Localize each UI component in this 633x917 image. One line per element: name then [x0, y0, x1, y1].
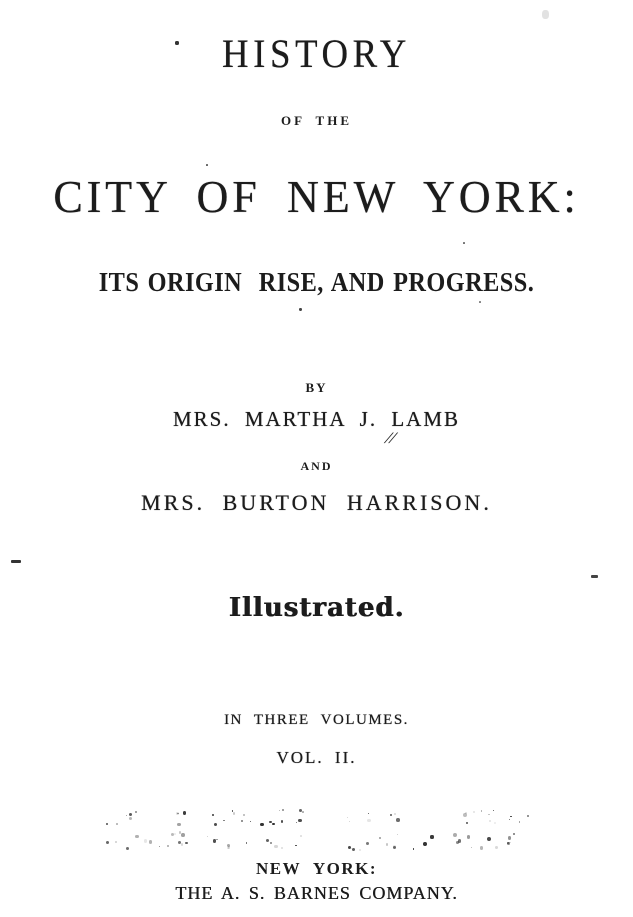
stamp-dot	[467, 835, 471, 839]
stamp-dot	[185, 842, 188, 845]
stamp-dot	[298, 819, 301, 822]
stamp-dot	[366, 842, 369, 845]
stamp-dot	[471, 847, 472, 848]
stamp-dot	[488, 814, 490, 816]
stamp-dot	[129, 817, 132, 820]
stamp-dot	[396, 818, 400, 822]
book-title: HISTORY	[221, 31, 411, 76]
stamp-dot	[352, 848, 355, 851]
stamp-dot	[413, 848, 414, 849]
stamp-dot	[481, 810, 483, 812]
stamp-dot	[487, 837, 491, 841]
stamp-dot	[281, 820, 283, 822]
stamp-dot	[129, 813, 132, 816]
stamp-dot	[246, 842, 248, 844]
stamp-dot	[394, 813, 396, 815]
stamp-dot	[233, 812, 236, 815]
stamp-dot	[266, 839, 269, 842]
scan-speck	[463, 242, 465, 244]
pencil-mark: //	[383, 430, 398, 447]
stamp-dot	[300, 835, 302, 837]
stamp-dot	[494, 822, 496, 824]
stamp-dot	[214, 823, 218, 827]
stamp-dot	[493, 810, 494, 811]
stamp-dot	[393, 845, 396, 848]
stamp-dot	[176, 812, 179, 815]
stamp-dot	[144, 839, 148, 843]
stamp-dot	[174, 833, 176, 835]
stamp-dot	[347, 817, 349, 819]
stamp-dot	[489, 820, 492, 823]
stamp-dot	[177, 823, 180, 826]
stamp-dot	[135, 811, 137, 813]
stamp-dot	[519, 821, 521, 823]
illustrated-label: Illustrated.	[228, 593, 405, 623]
stamp-dot	[397, 834, 398, 835]
stamp-dot	[473, 811, 475, 813]
scan-speck	[591, 575, 598, 578]
and-label: AND	[300, 459, 333, 473]
stamp-dot	[126, 815, 127, 816]
stamp-dot	[269, 821, 271, 823]
author-secondary: MRS. BURTON HARRISON.	[141, 490, 492, 515]
stamp-dot	[508, 836, 512, 840]
stamp-dot	[216, 839, 218, 841]
stamp-dot	[213, 839, 217, 843]
imprint-publisher: THE A. S. BARNES COMPANY.	[175, 883, 458, 903]
subtitle: ITS ORIGIN RISE, AND PROGRESS.	[98, 267, 535, 297]
stamp-dot	[513, 833, 515, 835]
stamp-dot	[116, 823, 118, 825]
scan-speck	[175, 41, 179, 45]
faded-stamp-marks	[105, 809, 535, 855]
stamp-dot	[126, 847, 129, 850]
stamp-dot	[243, 814, 245, 816]
stamp-dot	[250, 821, 251, 822]
stamp-dot	[282, 809, 284, 811]
stamp-dot	[379, 837, 381, 839]
stamp-dot	[430, 835, 433, 838]
by-label: BY	[305, 380, 328, 395]
stamp-dot	[115, 841, 117, 843]
stamp-dot	[227, 847, 229, 849]
stamp-dot	[274, 845, 278, 849]
scan-speck	[542, 10, 549, 19]
stamp-dot	[456, 841, 459, 844]
stamp-dot	[159, 846, 160, 847]
scan-speck	[206, 164, 208, 166]
stamp-dot	[295, 845, 297, 847]
stamp-dot	[260, 823, 264, 827]
stamp-dot	[510, 816, 512, 818]
stamp-dot	[386, 843, 389, 846]
stamp-dot	[281, 847, 283, 849]
stamp-dot	[527, 815, 529, 817]
stamp-dot	[212, 814, 215, 817]
stamp-dot	[279, 810, 280, 811]
stamp-dot	[223, 820, 225, 822]
stamp-dot	[106, 841, 109, 844]
stamp-dot	[453, 833, 457, 837]
stamp-dot	[495, 846, 498, 849]
scan-speck	[479, 301, 481, 303]
stamp-dot	[302, 811, 304, 813]
stamp-dot	[509, 819, 510, 820]
imprint-city: NEW YORK:	[255, 859, 378, 878]
scan-speck	[299, 308, 302, 311]
author-primary: MRS. MARTHA J. LAMB	[172, 407, 461, 431]
stamp-dot	[181, 833, 185, 837]
stamp-dot	[207, 836, 208, 837]
volumes-note: IN THREE VOLUMES.	[224, 712, 409, 728]
stamp-dot	[480, 846, 484, 850]
stamp-dot	[171, 833, 175, 837]
stamp-dot	[367, 819, 371, 823]
stamp-dot	[181, 843, 183, 845]
stamp-dot	[241, 820, 243, 822]
stamp-dot	[296, 822, 297, 823]
stamp-dot	[349, 821, 350, 822]
stamp-dot	[183, 811, 187, 815]
stamp-dot	[149, 840, 152, 843]
stamp-dot	[368, 813, 369, 814]
main-title: CITY OF NEW YORK:	[53, 171, 580, 222]
stamp-dot	[466, 822, 467, 823]
scan-speck	[11, 560, 21, 563]
stamp-dot	[272, 823, 275, 826]
stamp-dot	[135, 835, 138, 838]
stamp-dot	[106, 823, 108, 825]
series-label: OF THE	[280, 113, 353, 128]
stamp-dot	[179, 831, 181, 833]
stamp-dot	[359, 849, 361, 851]
volume-label: VOL. II.	[276, 748, 357, 767]
stamp-dot	[167, 845, 169, 847]
stamp-dot	[270, 842, 272, 844]
stamp-dot	[390, 814, 393, 817]
stamp-dot	[423, 842, 427, 846]
